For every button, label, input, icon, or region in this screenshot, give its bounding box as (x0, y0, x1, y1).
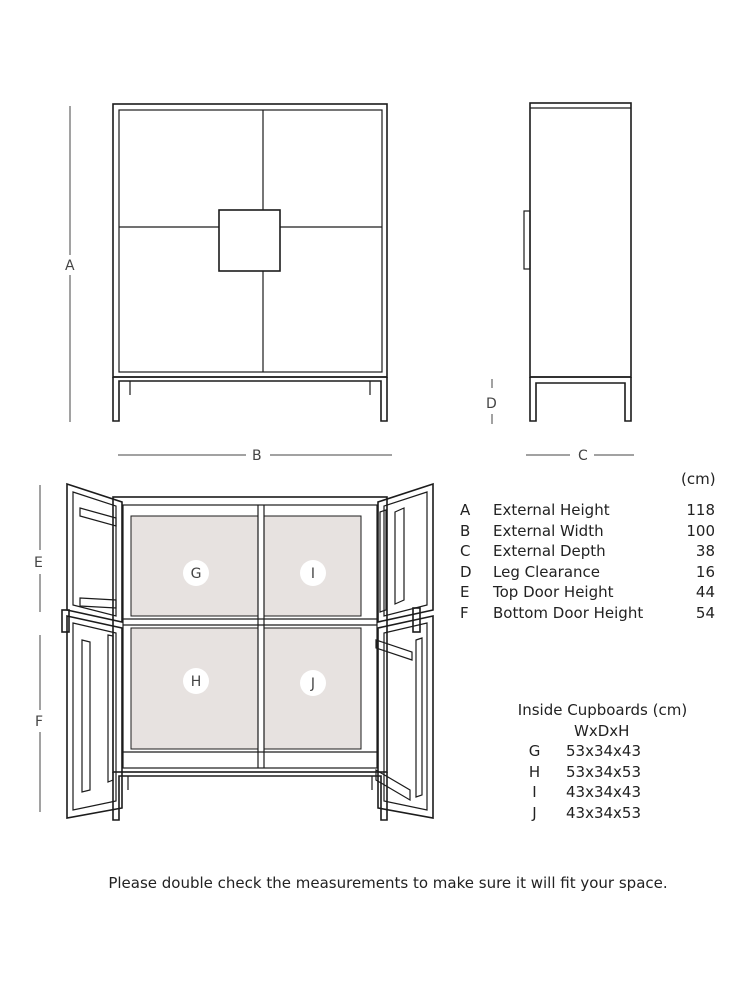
spec-name: External Width (493, 521, 604, 540)
inside-value: 53x34x53 (566, 762, 642, 781)
front-view (113, 104, 387, 421)
inside-key: J (532, 803, 537, 822)
spec-value: 118 (686, 501, 715, 519)
label-e: E (34, 555, 43, 571)
marker-j (300, 670, 326, 696)
spec-row (460, 603, 715, 624)
marker-g (183, 560, 209, 586)
inside-row (505, 782, 700, 803)
marker-g-text: G (190, 566, 202, 582)
marker-i (300, 560, 326, 586)
spec-name: External Depth (493, 542, 606, 560)
spec-name: Leg Clearance (493, 562, 601, 581)
spec-key: A (460, 501, 471, 519)
label-b: B (252, 448, 262, 464)
dimension-f (35, 635, 43, 812)
fit-note: Please double check the measurements to make sure it will fit your space. (108, 874, 668, 892)
spec-value: 38 (695, 542, 715, 560)
inside-key: G (528, 742, 541, 760)
spec-row (460, 582, 715, 603)
spec-key: C (460, 542, 471, 560)
spec-name: External Height (493, 501, 610, 519)
marker-h-text: H (190, 674, 202, 690)
marker-j-text: J (310, 676, 316, 692)
inside-key: H (528, 762, 541, 781)
spec-row (460, 521, 715, 542)
spec-key: F (460, 603, 469, 622)
inside-row (505, 762, 700, 783)
dimension-b (118, 448, 392, 464)
inside-key: I (532, 783, 537, 801)
spec-table (460, 500, 715, 623)
marker-h (183, 668, 209, 694)
dimension-d (486, 379, 497, 424)
inside-value: 53x34x43 (566, 742, 642, 760)
inside-value: 43x34x53 (566, 803, 642, 822)
inside-subtitle: WxDxH (574, 721, 630, 740)
inside-title: Inside Cupboards (cm) (517, 701, 688, 719)
label-d: D (486, 396, 497, 412)
spec-row (460, 500, 715, 521)
spec-row (460, 541, 715, 562)
inside-value: 43x34x43 (566, 783, 642, 801)
label-c: C (578, 448, 588, 464)
inside-row (505, 803, 700, 824)
spec-row (460, 562, 715, 583)
unit-label: (cm) (681, 470, 716, 488)
inside-row (505, 741, 700, 762)
spec-value: 16 (695, 562, 715, 581)
inside-cupboards-table (505, 700, 700, 823)
spec-key: B (460, 521, 471, 540)
spec-key: E (460, 583, 470, 601)
marker-i-text: I (310, 566, 316, 582)
spec-value: 54 (695, 603, 715, 622)
dimension-c (526, 448, 634, 464)
spec-name: Bottom Door Height (493, 603, 644, 622)
label-f: F (35, 714, 44, 730)
dimension-a (65, 106, 75, 422)
spec-key: D (460, 562, 472, 581)
open-view (62, 484, 433, 820)
spec-value: 100 (686, 521, 715, 540)
side-view (524, 103, 631, 421)
label-a: A (65, 258, 75, 274)
dimension-e (34, 485, 43, 612)
spec-name: Top Door Height (493, 583, 614, 601)
spec-value: 44 (695, 583, 715, 601)
